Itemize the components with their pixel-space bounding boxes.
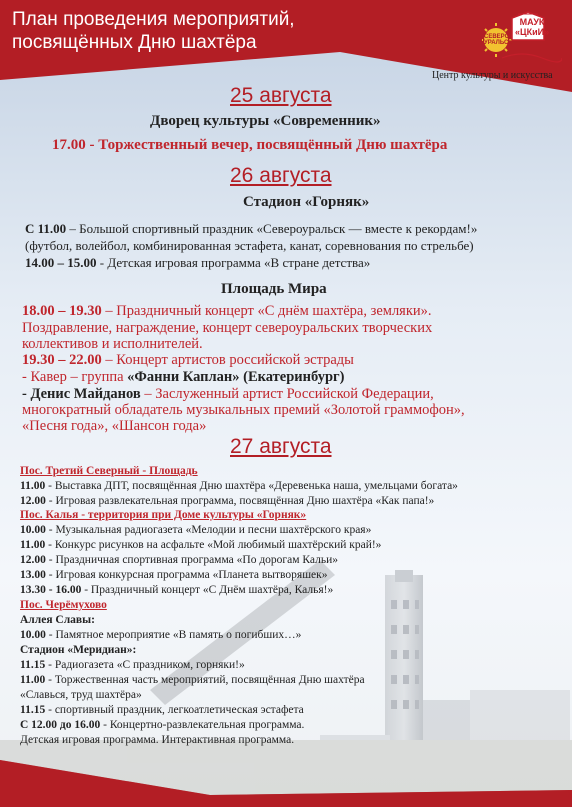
date-25-august: 25 августа (230, 84, 332, 107)
event-time: 18.00 – 19.30 (22, 303, 102, 319)
artist-name: - Денис Майданов (22, 386, 141, 402)
schedule-line: многократный обладатель музыкальных премий «Золотой граммофон», (22, 402, 465, 418)
event-time: 13.30 - 16.00 (20, 584, 82, 596)
schedule-line (20, 568, 328, 582)
event-time: 11.00 (20, 674, 46, 686)
schedule-line (22, 369, 344, 386)
event-time: 11.00 (20, 480, 46, 492)
schedule-line: «Славься, труд шахтёра» (20, 689, 142, 701)
schedule-line: коллективов и исполнителей. (22, 336, 203, 352)
logo-line1: МАУК (519, 17, 545, 27)
event-text: - Кавер – группа (22, 369, 128, 385)
event-text: – Праздничный концерт «С днём шахтёра, земляки». (101, 303, 432, 319)
schedule-line (20, 658, 245, 672)
event-time: 11.15 (20, 659, 46, 671)
page-title-line2: посвящённых Дню шахтёра (12, 32, 257, 53)
schedule-line: Детская игровая программа. Интерактивная программа. (20, 734, 295, 746)
section-title: Пос. Черёмухово (20, 599, 107, 611)
event-time: 14.00 – 15.00 (25, 255, 97, 270)
date-27-august: 27 августа (230, 435, 332, 458)
schedule-line (20, 673, 365, 687)
event-text: - Праздничная спортивная программа «По дорогам Кальи» (45, 554, 339, 566)
org-name: Центр культуры и искусства (432, 70, 553, 81)
schedule-line (20, 494, 434, 508)
event-time: 11.15 (20, 704, 46, 716)
schedule-line (20, 583, 333, 597)
schedule-line: «Песня года», «Шансон года» (22, 418, 207, 434)
event-text: - Конкурс рисунков на асфальте «Мой любимый шахтёрский край!» (45, 539, 382, 551)
event-text: - Выставка ДПТ, посвящённая Дню шахтёра «Деревенька наша, умельцами богата» (45, 480, 458, 492)
event-text: - спортивный праздник, легкоатлетическая эстафета (45, 704, 304, 716)
event-text: - Игровая развлекательная программа, посвящённая Дню шахтёра «Как папа!» (45, 495, 435, 507)
event-time: 11.00 (20, 539, 46, 551)
logo-line2: «ЦКиИ» (515, 27, 550, 37)
event-time: С 12.00 до 16.00 (20, 719, 101, 731)
event-text: – Концерт артистов российской эстрады (101, 352, 354, 368)
schedule-line (22, 352, 354, 369)
schedule-line (25, 221, 477, 237)
section-title: Пос. Калья - территория при Доме культуры «Горняк» (20, 509, 307, 521)
logo-text (515, 17, 549, 37)
schedule-line (20, 538, 381, 552)
page-title-line1: План проведения мероприятий, (12, 9, 295, 30)
venue-ploshchad-mira: Площадь Мира (221, 281, 327, 297)
subsection-title: Аллея Славы: (20, 614, 95, 626)
schedule-line (20, 628, 301, 642)
event-time: С 11.00 (25, 221, 67, 236)
schedule-line (25, 255, 370, 271)
date-26-august: 26 августа (230, 164, 332, 187)
schedule-line (20, 718, 304, 732)
schedule-line (20, 703, 304, 717)
schedule-line (20, 523, 371, 537)
event-text: - Музыкальная радиогазета «Мелодии и песни шахтёрского края» (45, 524, 372, 536)
schedule-line (22, 386, 434, 403)
schedule-line (20, 479, 458, 493)
event-text: - Праздничный концерт «С Днём шахтёра, Калья!» (81, 584, 334, 596)
artist-name: «Фанни Каплан» (Екатеринбург) (127, 369, 345, 385)
venue-stadium-gornyak: Стадион «Горняк» (243, 194, 370, 210)
logo-sun-text: СЕВЕРО- УРАЛЬСК (484, 34, 512, 46)
event-time: 19.30 – 22.00 (22, 352, 102, 368)
event-time: 12.00 (20, 495, 46, 507)
event-text: - Памятное мероприятие «В память о погибших…» (45, 629, 302, 641)
schedule-line (22, 303, 432, 320)
event-text: – Заслуженный артист Российской Федерации, (140, 386, 434, 402)
event-gala-evening: 17.00 - Торжественный вечер, посвящённый Дню шахтёра (52, 137, 448, 153)
event-time: 13.00 (20, 569, 46, 581)
event-text: - Концертно-развлекательная программа. (100, 719, 305, 731)
event-text: - Игровая конкурсная программа «Планета вытворяшек» (45, 569, 328, 581)
event-text: - Торжественная часть мероприятий, посвящённая Дню шахтёра (45, 674, 365, 686)
event-time: 10.00 (20, 629, 46, 641)
event-time: 12.00 (20, 554, 46, 566)
schedule-line: (футбол, волейбол, комбинированная эстафета, канат, соревнования по стрельбе) (25, 238, 474, 253)
event-text: - Детская игровая программа «В стране детства» (96, 255, 371, 270)
section-title: Пос. Третий Северный - Площадь (20, 465, 198, 477)
subsection-title: Стадион «Меридиан»: (20, 644, 137, 656)
schedule-line (20, 553, 338, 567)
event-text: - Радиогазета «С праздником, горняки!» (45, 659, 245, 671)
event-time: 10.00 (20, 524, 46, 536)
schedule-line: Поздравление, награждение, концерт североуральских творческих (22, 320, 433, 336)
event-text: – Большой спортивный праздник «Североуральск — вместе к рекордам!» (66, 221, 478, 236)
venue-sovremennik: Дворец культуры «Современник» (150, 113, 381, 129)
